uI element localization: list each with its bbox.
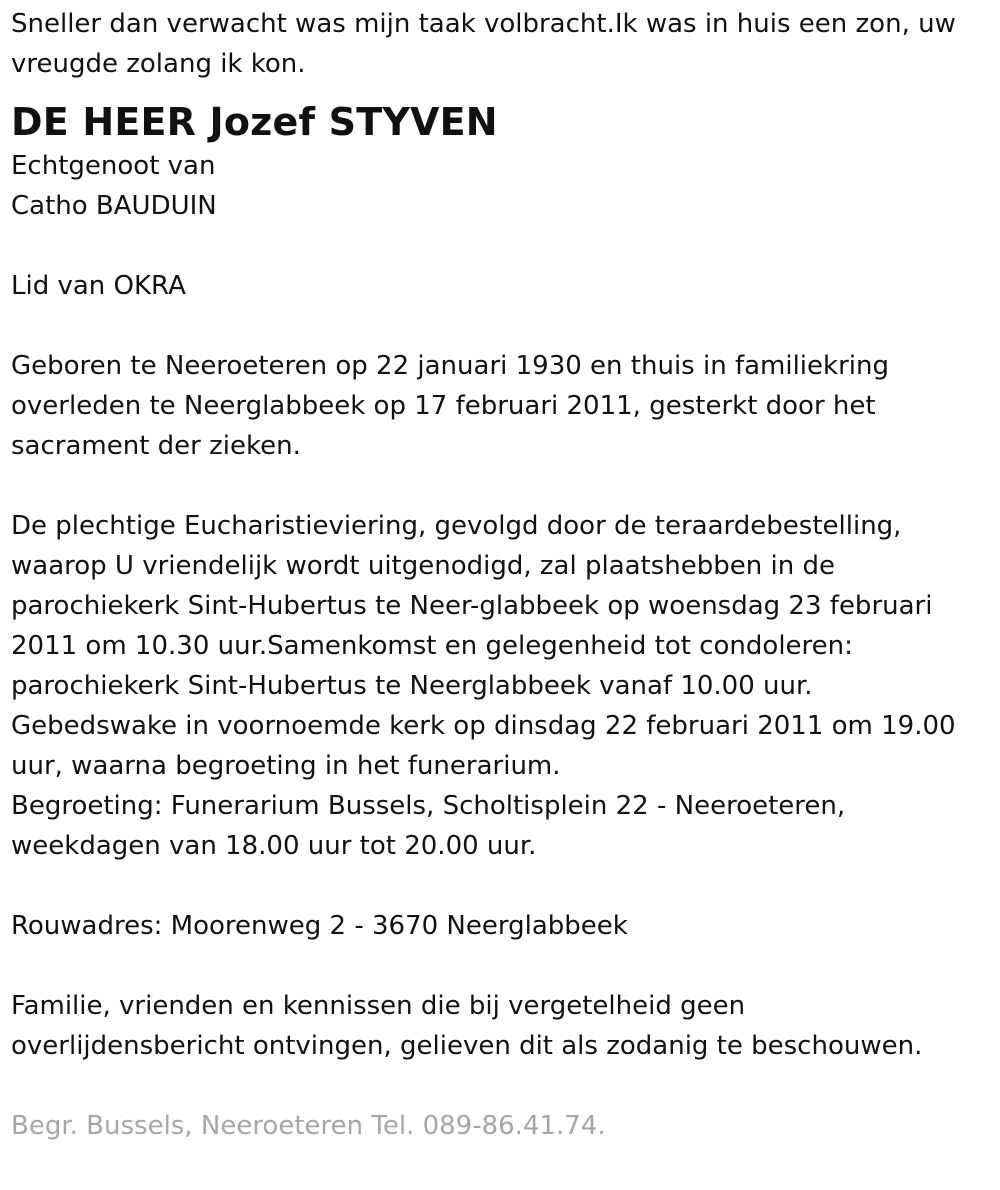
spouse-info [11, 146, 1000, 226]
paragraph-line: waarop U vriendelijk wordt uitgenodigd, zal plaatshebben in de [11, 551, 835, 581]
quote-line: Sneller dan verwacht was mijn taak volbracht.Ik was in huis een zon, uw [11, 9, 956, 39]
birth-death-paragraph [11, 346, 1000, 466]
paragraph-line: sacrament der zieken. [11, 431, 301, 461]
paragraph-line: Gebedswake in voornoemde kerk op dinsdag 22 februari 2011 om 19.00 [11, 711, 956, 741]
spacer [11, 1066, 1000, 1106]
spacer [11, 306, 1000, 346]
paragraph-line: parochiekerk Sint-Hubertus te Neerglabbeek vanaf 10.00 uur. [11, 671, 813, 701]
funeral-home-footer: Begr. Bussels, Neeroeteren Tel. 089-86.41.74. [11, 1111, 606, 1141]
deceased-name: DE HEER Jozef STYVEN [11, 100, 498, 144]
ceremony-paragraph [11, 506, 1000, 866]
paragraph-line: Familie, vrienden en kennissen die bij vergetelheid geen [11, 991, 746, 1021]
notice-paragraph [11, 986, 1000, 1066]
spacer [11, 866, 1000, 906]
paragraph-line: Begroeting: Funerarium Bussels, Scholtisplein 22 - Neeroeteren, [11, 791, 846, 821]
paragraph-line: parochiekerk Sint-Hubertus te Neer-glabbeek op woensdag 23 februari [11, 591, 933, 621]
spouse-name: Catho BAUDUIN [11, 191, 217, 221]
mourning-address: Rouwadres: Moorenweg 2 - 3670 Neerglabbeek [11, 911, 628, 941]
memorial-quote [11, 4, 1000, 84]
paragraph-line: Geboren te Neeroeteren op 22 januari 1930 en thuis in familiekring [11, 351, 889, 381]
paragraph-line: weekdagen van 18.00 uur tot 20.00 uur. [11, 831, 537, 861]
paragraph-line: 2011 om 10.30 uur.Samenkomst en gelegenheid tot condoleren: [11, 631, 853, 661]
spacer [11, 946, 1000, 986]
spacer [11, 466, 1000, 506]
spouse-label: Echtgenoot van [11, 151, 216, 181]
paragraph-line: overlijdensbericht ontvingen, gelieven dit als zodanig te beschouwen. [11, 1031, 923, 1061]
membership: Lid van OKRA [11, 271, 186, 301]
paragraph-line: De plechtige Eucharistieviering, gevolgd door de teraardebestelling, [11, 511, 902, 541]
paragraph-line: overleden te Neerglabbeek op 17 februari 2011, gesterkt door het [11, 391, 876, 421]
quote-line: vreugde zolang ik kon. [11, 49, 306, 79]
spacer [11, 226, 1000, 266]
paragraph-line: uur, waarna begroeting in het funerarium. [11, 751, 561, 781]
